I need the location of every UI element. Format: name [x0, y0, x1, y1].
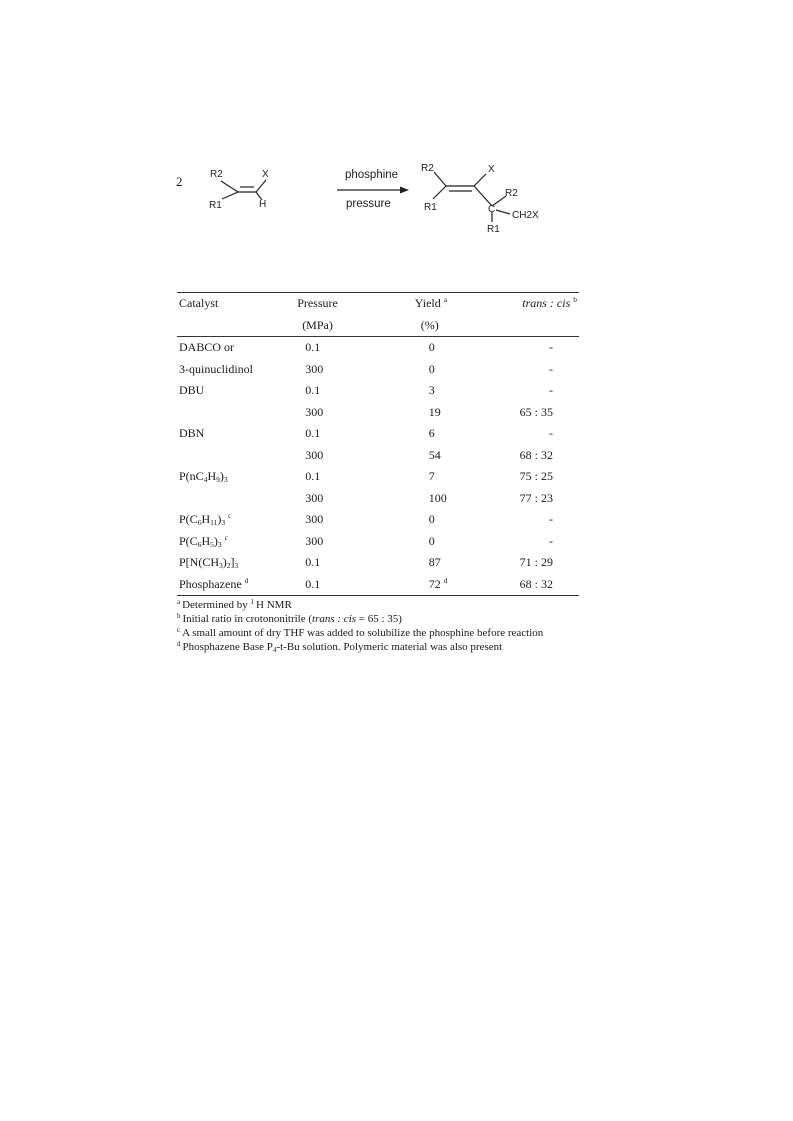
- reaction-arrow: [337, 187, 409, 194]
- table-header-row: [177, 293, 579, 315]
- arrow-bottom-label: pressure: [346, 198, 391, 210]
- header-yield-unit: (%): [389, 315, 520, 337]
- table-row: $P(C_6H_{11})_3$ $^c$ 300 0 -: [177, 509, 579, 531]
- product-x-label: X: [488, 164, 495, 175]
- product-r2-label: R2: [421, 163, 434, 174]
- product-structure: [433, 172, 510, 222]
- header-pressure-unit: (MPa): [283, 315, 389, 337]
- catalyst-formula: $P(C_6H_5)_3$ $^c$: [179, 532, 228, 549]
- table-row: $P(C_6H_5)_3$ $^c$ 300 0 -: [177, 531, 579, 553]
- table-row: $P[N(CH_3)_2]_3$ 0.1 87 71 : 29: [177, 552, 579, 574]
- footnote-c: $^c$ A small amount of dry THF was added to solubilize the phosphine before reaction: [177, 626, 544, 639]
- table-row: 300 54 68 : 32: [305, 447, 553, 462]
- table-row: 300 19 65 : 35: [305, 404, 553, 419]
- catalyst-formula: $P(C_6H_{11})_3$ $^c$: [179, 511, 232, 527]
- table-row: $P(nC_4H_9)_3$ 0.1 7 75 : 25: [177, 466, 579, 488]
- table-row: Phosphazene $^d$ 0.1 72 $^d$ 68 : 32: [177, 574, 579, 596]
- reactant-h-label: H: [259, 199, 267, 210]
- header-pressure: Pressure: [283, 293, 389, 315]
- table-row: 300 100 77 : 23: [305, 490, 553, 505]
- footnote-a: $^a$ Determined by $^1$ H NMR: [177, 598, 292, 611]
- table-footnotes: [177, 598, 597, 654]
- catalyst-formula: $P(nC_4H_9)_3$: [179, 469, 228, 484]
- reactant-r1-label: R1: [209, 200, 222, 211]
- product-c-label: C: [488, 204, 496, 215]
- product-r2b-label: R2: [505, 188, 518, 199]
- reactant-structure: [221, 180, 266, 200]
- reactant-x-label: X: [262, 169, 269, 180]
- table-row: DBU 0.1 3 -: [179, 383, 553, 397]
- arrow-top-label: phosphine: [345, 169, 399, 181]
- footnote-b: $^b$ Initial ratio in crotononitrile (trans : cis = 65 : 35): [177, 612, 402, 625]
- reaction-scheme: [0, 0, 793, 270]
- results-table: [177, 292, 579, 596]
- product-r1-label: R1: [424, 202, 437, 213]
- table-row: DABCO or 0.1 0 -: [179, 340, 553, 354]
- product-ch2x-label: CH2X: [512, 210, 539, 221]
- reactant-r2-label: R2: [210, 169, 223, 180]
- table-row: 3-quinuclidinol 300 0 -: [179, 361, 553, 376]
- table-row: DBN 0.1 6 -: [179, 426, 553, 440]
- product-r1b-label: R1: [487, 224, 500, 235]
- table-unit-row: [177, 315, 579, 337]
- footnote-d: $^d$ Phosphazene Base $P_4-t-Bu$ solution. Polymeric material was also present: [177, 640, 503, 654]
- catalyst-formula: $P[N(CH_3)_2]_3$: [179, 555, 239, 570]
- scheme-coefficient: 2: [176, 174, 183, 189]
- header-yield: Yield $^a$: [389, 293, 520, 315]
- header-catalyst: Catalyst: [177, 293, 283, 315]
- header-ratio: trans : cis $^b$: [520, 293, 579, 315]
